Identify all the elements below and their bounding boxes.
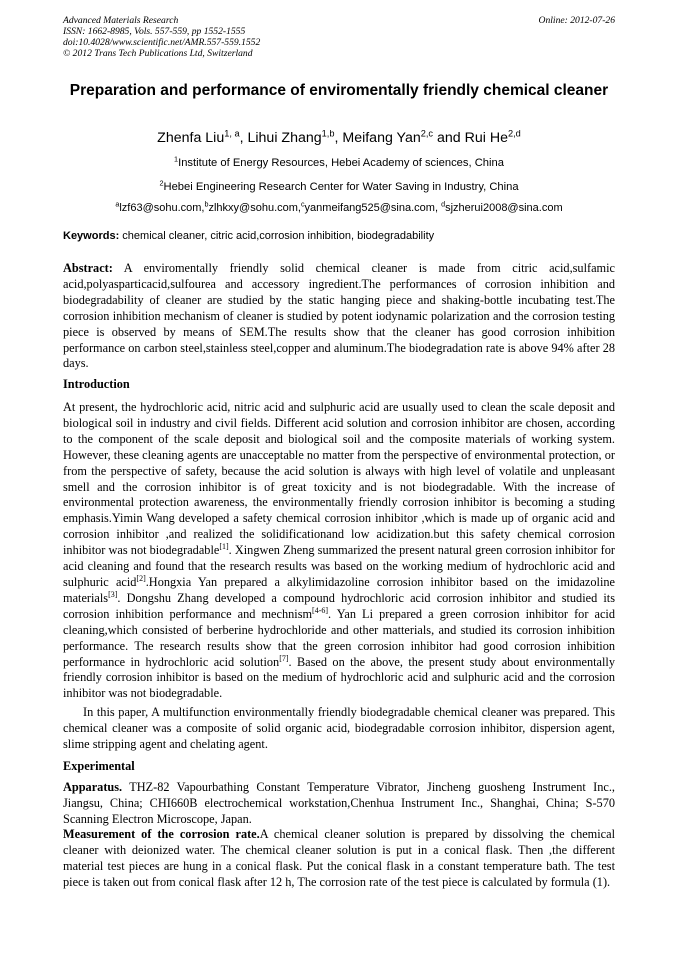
email-list xyxy=(63,201,615,215)
email-mark: b xyxy=(204,200,209,209)
author-name: Meifang Yan xyxy=(342,130,421,146)
paragraph-text: .Hongxia Yan prepared a alkylimidazoline corrosion inhibitor based on the imidazoline materials xyxy=(63,574,615,605)
author-name: Lihui Zhang xyxy=(247,130,322,146)
online-date: Online: 2012-07-26 xyxy=(538,15,615,26)
citation-ref: [4-6] xyxy=(312,605,329,615)
paper-title: Preparation and performance of enviromentally friendly chemical cleaner xyxy=(69,82,609,99)
author-separator: , xyxy=(334,130,343,146)
author-affiliation-mark: 1,b xyxy=(321,128,335,139)
experimental-heading: Experimental xyxy=(63,759,135,773)
keywords-label: Keywords: xyxy=(63,230,120,242)
keywords xyxy=(63,229,615,243)
measurement-paragraph xyxy=(63,827,615,891)
author-list xyxy=(63,129,615,147)
journal-header xyxy=(63,15,615,59)
paragraph-text: . Yan Li prepared a green corrosion inhibitor for acid cleaning,which consisted of berberine hydrochloride and other matterials, and studied its corrosion inhibition performance. The research results show that the green corrosion inhibitor had good corrosion inhibition performance in hydrochloric acid solution xyxy=(63,606,615,669)
author-separator: and xyxy=(433,130,465,146)
citation-ref: [3] xyxy=(108,589,118,599)
apparatus-paragraph xyxy=(63,780,615,828)
email-address[interactable]: sjzherui2008@sina.com xyxy=(445,202,563,214)
paragraph-text: . Xingwen Zheng summarized the present natural green corrosion inhibitor for acid cleaning and found that the research results was based on the working medium of hydrochloric acid and sulphuric acid xyxy=(63,543,615,589)
abstract-label: Abstract: xyxy=(63,261,113,275)
apparatus-text: THZ-82 Vapourbathing Constant Temperature Vibrator, Jincheng guosheng Instrument Inc., Jiangsu, China; CHI660B electrochemical workstation,Chenhua Instrument Inc., Shanghai, China; S-570 Scanning Electron Microscope, Japan. xyxy=(63,780,615,826)
introduction-paragraph-1 xyxy=(63,400,615,702)
copyright-line: © 2012 Trans Tech Publications Ltd, Switzerland xyxy=(63,48,253,59)
affiliation-text: Institute of Energy Resources, Hebei Academy of sciences, China xyxy=(178,157,504,169)
author-separator: , xyxy=(239,130,248,146)
citation-ref: [1] xyxy=(219,542,229,552)
author-name: Rui He xyxy=(464,130,508,146)
paragraph-text: . Dongshu Zhang developed a compound hydrochloric acid corrosion inhibitor and studied its corrosion inhibition performance and mechnism xyxy=(63,590,615,621)
measurement-text: A chemical cleaner solution is prepared by dissolving the chemical cleaner with deionized water. The chemical cleaner solution is put in a conical flask. Then ,the different material test pieces are hung in a conical flask. Put the conical flask in a constant temperature bath. The test piece is taken out from conical flask after 12 h, The corrosion rate of the test piece is calculated by formula (1). xyxy=(63,827,615,889)
author-affiliation-mark: 1, a xyxy=(224,128,240,139)
citation-ref: [7] xyxy=(279,653,289,663)
doi-line: doi:10.4028/www.scientific.net/AMR.557-559.1552 xyxy=(63,37,261,48)
author-affiliation-mark: 2,c xyxy=(420,128,434,139)
issn-line: ISSN: 1662-8985, Vols. 557-559, pp 1552-1555 xyxy=(63,26,246,37)
email-address[interactable]: lzf63@sohu.com, xyxy=(119,202,205,214)
email-mark: a xyxy=(115,200,120,209)
citation-ref: [2] xyxy=(136,573,146,583)
affiliation-1 xyxy=(63,156,615,170)
author-name: Zhenfa Liu xyxy=(157,130,225,146)
affiliation-mark: 2 xyxy=(159,178,164,188)
abstract-text: A enviromentally friendly solid chemical cleaner is made from citric acid,sulfamic acid,polyasparticacid,sulfourea and accessory ingredient.The performances of corrosion inhibition and biodegradability of cleaner are studied by the static hanging piece and shaking-bottle incubating test.The corrosion inhibition mechanism of cleaner is studied by potent iodynamic polarization and the corrosion testing piece is observed by means of SEM.The results show that the cleaner has good corrosion inhibition performance on carbon steel,stainless steel,copper and aluminum.The biodegradation rate is above 94% after 28 days. xyxy=(63,261,615,371)
introduction-paragraph-2: In this paper, A multifunction environmentally friendly biodegradable chemical cleaner was prepared. This chemical cleaner was a composite of solid organic acid, biodegradable corrosion inhibitor, dispersion agent, slime stripping agent and chelating agent. xyxy=(63,705,615,751)
keywords-text: chemical cleaner, citric acid,corrosion inhibition, biodegradability xyxy=(119,230,435,242)
journal-name: Advanced Materials Research xyxy=(63,15,179,26)
measurement-label: Measurement of the corrosion rate. xyxy=(63,827,260,841)
email-address[interactable]: zlhkxy@sohu.com, xyxy=(208,202,301,214)
affiliation-mark: 1 xyxy=(174,154,179,164)
abstract-paragraph xyxy=(63,261,615,372)
paragraph-text: At present, the hydrochloric acid, nitric acid and sulphuric acid are usually used to clean the scale deposit and biological soil in industry and civil fields. Different acid solution and corrosion inhibitor are chosen, according to the component of the scale deposit and biological soil and the composite materials of working system. However, these cleaning agents are unacceptable no matter from the perspective of environmental protection, or from the perspective of safety, because the acid solution is always with high level of volatile and unpleasant smell and the corrosion inhibitor is of great toxicity and is not biodegradable. With the increase of environmental protection awareness, the environmentally friendly corrosion inhibitor is becoming a studing emphasis.Yimin Wang developed a safety chemical corrosion inhibitor ,which is made up of organic acid and corrosion inhibitor ,and realized the solidificationand low acidization.but this safety chemical corrosion inhibitor was not biodegradable xyxy=(63,400,615,558)
affiliation-text: Hebei Engineering Research Center for Water Saving in Industry, China xyxy=(163,181,519,193)
apparatus-label: Apparatus. xyxy=(63,780,123,794)
introduction-heading: Introduction xyxy=(63,377,130,391)
email-mark: d xyxy=(441,200,446,209)
author-affiliation-mark: 2,d xyxy=(507,128,521,139)
affiliation-2 xyxy=(63,180,615,194)
email-mark: c xyxy=(300,200,305,209)
paragraph-text: . Based on the above, the present study about environmentally friendly corrosion inhibitor is based on the medium of hydrochloric acid and sulphuric acid and the corrosion inhibitor was not biodegradable. xyxy=(63,654,615,701)
email-address[interactable]: yanmeifang525@sina.com, xyxy=(304,202,442,214)
